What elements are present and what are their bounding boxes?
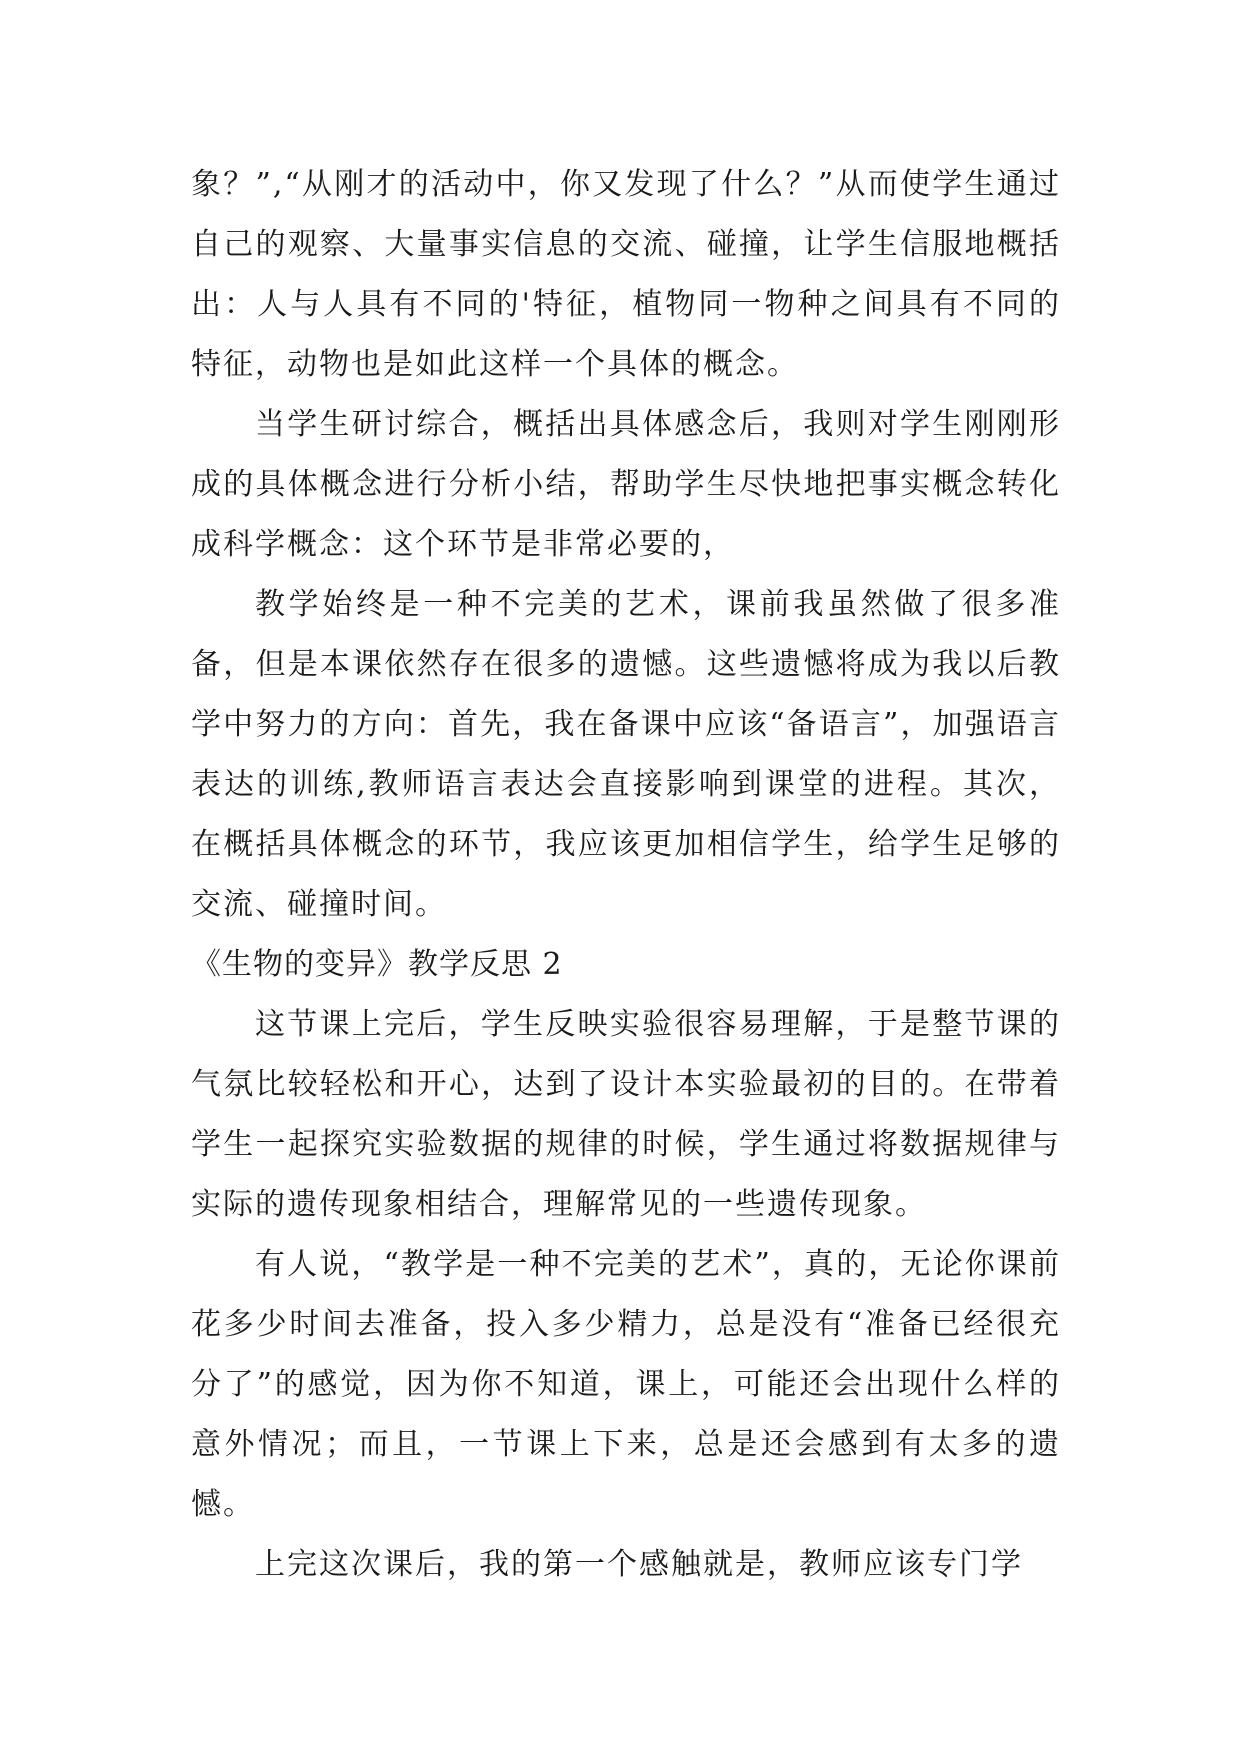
paragraph-6: 上完这次课后，我的第一个感触就是，教师应该专门学 xyxy=(255,1547,1023,1582)
section-title: 《生物的变异》教学反思 2 xyxy=(191,947,563,982)
document-body xyxy=(191,155,1061,1595)
paragraph-4: 这节课上完后，学生反映实验很容易理解，于是整节课的气氛比较轻松和开心，达到了设计本实验最初的目的。在带着学生一起探究实验数据的规律的时候，学生通过将数据规律与实际的遗传现象相结合，理解常见的一些遗传现象。 xyxy=(191,1007,1061,1222)
paragraph-5: 有人说，“教学是一种不完美的艺术”，真的，无论你课前花多少时间去准备，投入多少精力，总是没有“准备已经很充分了”的感觉，因为你不知道，课上，可能还会出现什么样的意外情况；而且，一节课上下来，总是还会感到有太多的遗憾。 xyxy=(191,1247,1061,1522)
paragraph-3: 教学始终是一种不完美的艺术，课前我虽然做了很多准备，但是本课依然存在很多的遗憾。这些遗憾将成为我以后教学中努力的方向：首先，我在备课中应该“备语言”，加强语言表达的训练,教师语言表达会直接影响到课堂的进程。其次，在概括具体概念的环节，我应该更加相信学生，给学生足够的交流、碰撞时间。 xyxy=(191,587,1061,922)
paragraph-2: 当学生研讨综合，概括出具体感念后，我则对学生刚刚形成的具体概念进行分析小结，帮助学生尽快地把事实概念转化成科学概念：这个环节是非常必要的， xyxy=(191,407,1061,562)
paragraph-1: 象？”,“从刚才的活动中，你又发现了什么？”从而使学生通过自己的观察、大量事实信息的交流、碰撞，让学生信服地概括出：人与人具有不同的'特征，植物同一物种之间具有不同的特征，动物也是如此这样一个具体的概念。 xyxy=(191,167,1061,382)
